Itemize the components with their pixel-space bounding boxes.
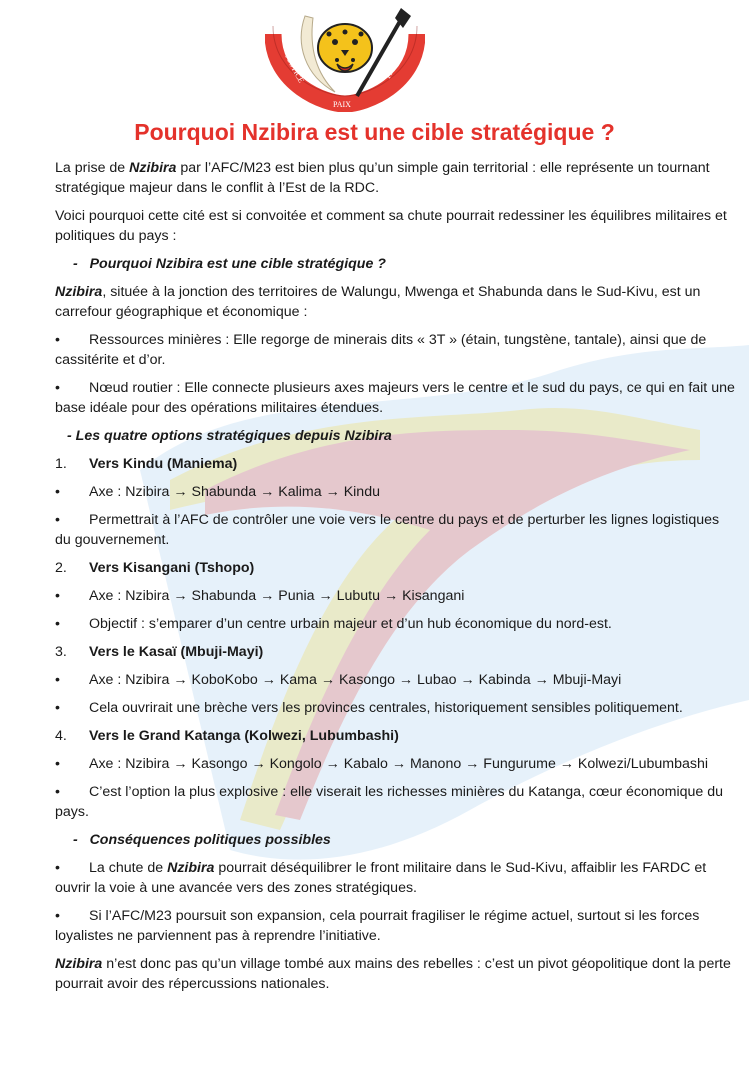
option-3-axis: • Axe : Nzibira → KoboKobo → Kama → Kasongo → Lubao → Kabinda → Mbuji-Mayi: [55, 672, 622, 688]
option-1-detail: • Permettrait à l’AFC de contrôler une voie vers le centre du pays et de perturber les lignes logistiques du gouvernement.: [55, 512, 720, 548]
page-title: Pourquoi Nzibira est une cible stratégique ?: [134, 119, 615, 145]
article-body: [55, 158, 735, 1002]
motto-right: TRAVAIL: [382, 47, 407, 81]
bullet-consequence-2: • Si l’AFC/M23 poursuit son expansion, cela pourrait fragiliser le régime actuel, surtout si les forces loyalistes ne parviennent pas à reprendre l’initiative.: [55, 908, 700, 944]
bullet-resources: • Ressources minières : Elle regorge de minerais dits « 3T » (étain, tungstène, tantale), ainsi que de cassitérite et d’or.: [55, 332, 707, 368]
option-4-axis: • Axe : Nzibira → Kasongo → Kongolo → Kabalo → Manono → Fungurume → Kolwezi/Lubumbashi: [55, 756, 709, 772]
bullet-consequence-1: • La chute de Nzibira pourrait déséquilibrer le front militaire dans le Sud-Kivu, affaiblir les FARDC et ouvrir la voie à une avancée vers des zones stratégiques.: [55, 860, 707, 896]
option-2-detail: • Objectif : s’emparer d’un centre urbain majeur et d’un hub économique du nord-est.: [55, 616, 612, 632]
section-heading-strategic: - Pourquoi Nzibira est une cible stratégique ?: [73, 256, 386, 272]
option-4-detail: • C’est l’option la plus explosive : elle viserait les richesses minières du Katanga, cœur économique du pays.: [55, 784, 724, 820]
option-2-title: 2. Vers Kisangani (Tshopo): [55, 560, 255, 576]
option-3-detail: • Cela ouvrirait une brèche vers les provinces centrales, historiquement sensibles politiquement.: [55, 700, 683, 716]
option-3-title: 3. Vers le Kasaï (Mbuji-Mayi): [55, 644, 264, 660]
option-4-title: 4. Vers le Grand Katanga (Kolwezi, Lubumbashi): [55, 728, 399, 744]
section-heading-options: - Les quatre options stratégiques depuis Nzibira: [67, 428, 392, 444]
option-1-axis: • Axe : Nzibira → Shabunda → Kalima → Kindu: [55, 484, 380, 500]
section-heading-consequences: - Conséquences politiques possibles: [73, 832, 331, 848]
section1-paragraph: Nzibira, située à la jonction des territoires de Walungu, Mwenga et Shabunda dans le Sud-Kivu, est un carrefour géographique et économique :: [55, 284, 701, 320]
option-2-axis: • Axe : Nzibira → Shabunda → Punia → Lubutu → Kisangani: [55, 588, 465, 604]
coat-of-arms-emblem: [265, 4, 425, 112]
motto-left: JUSTICE: [283, 52, 306, 85]
conclusion-paragraph: Nzibira n’est donc pas qu’un village tombé aux mains des rebelles : c’est un pivot géopolitique dont la perte pourrait avoir des répercussions nationales.: [55, 956, 731, 992]
intro-paragraph-1: La prise de Nzibira par l’AFC/M23 est bien plus qu’un simple gain territorial : elle représente un tournant stratégique majeur dans le conflit à l’Est de la RDC.: [55, 160, 710, 196]
intro-paragraph-2: Voici pourquoi cette cité est si convoitée et comment sa chute pourrait redessiner les équilibres militaires et politiques du pays :: [55, 208, 727, 244]
option-1-title: 1. Vers Kindu (Maniema): [55, 456, 238, 472]
bullet-road-hub: • Nœud routier : Elle connecte plusieurs axes majeurs vers le centre et le sud du pays, ce qui en fait une base idéale pour des opérations militaires étendues.: [55, 380, 735, 416]
motto-bottom: PAIX: [333, 100, 351, 109]
